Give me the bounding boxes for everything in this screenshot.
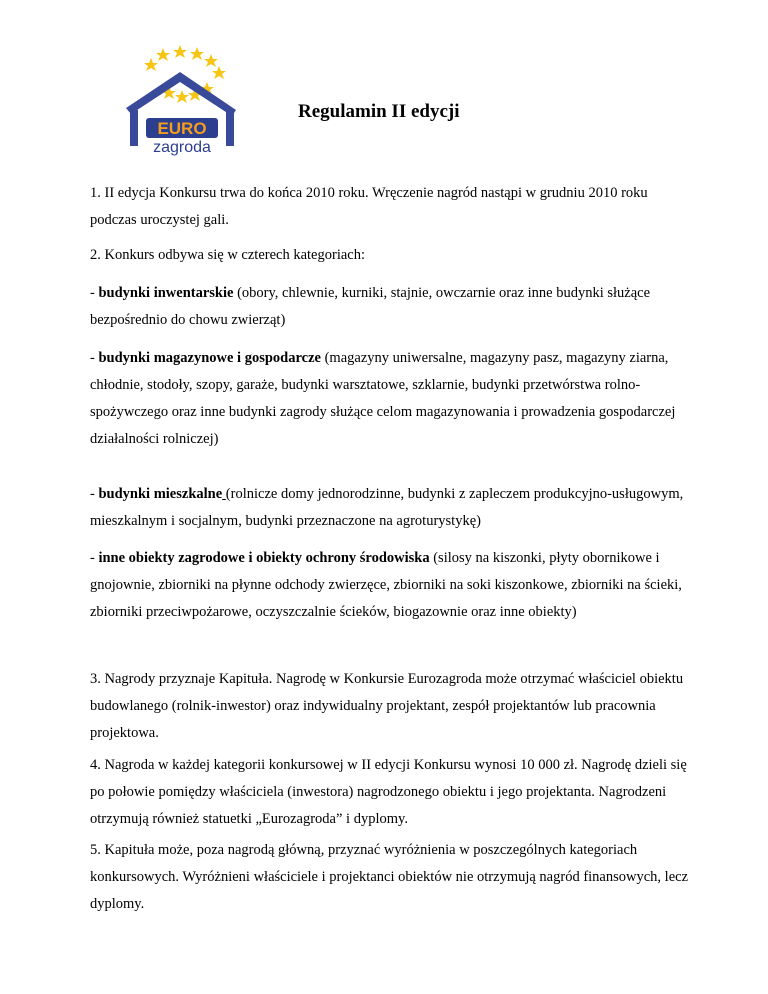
category-1-desc: (obory, chlewnie, kurniki, stajnie, owczarnie oraz inne budynki służące bezpośrednio do chowu zwierząt) (90, 285, 651, 328)
category-4-desc: (silosy na kiszonki, płyty obornikowe i gnojownie, zbiorniki na płynne odchody zwierzęce, zbiorniki na soki kiszonkowe, zbiorniki na ścieki, zbiorniki przeciwpożarowe, oczyszczalnie ścieków, biogazownie oraz inne obiekty) (90, 550, 682, 620)
logo-euro-text: EURO (157, 119, 207, 138)
category-4 (90, 545, 690, 626)
paragraph-3: 3. Nagrody przyznaje Kapituła. Nagrodę w Konkursie Eurozagroda może otrzymać właściciel obiektu budowlanego (rolnik-inwestor) oraz indywidualny projektant, zespół projektantów lub pracownia projektowa. (90, 671, 684, 741)
page-title: Regulamin II edycji (298, 101, 460, 122)
eurozagroda-logo (118, 40, 248, 158)
category-3-desc: (rolnicze domy jednorodzinne, budynki z zapleczem produkcyjno-usługowym, mieszkalnym i socjalnym, budynki przeznaczone na agroturystykę) (90, 486, 684, 529)
category-2-name: budynki magazynowe i gospodarcze (98, 350, 321, 366)
category-4-name: inne obiekty zagrodowe i obiekty ochrony środowiska (98, 550, 430, 566)
category-dash: - (90, 550, 99, 566)
category-3-name: budynki mieszkalne (98, 486, 223, 502)
paragraph-2: 2. Konkurs odbywa się w czterech kategoriach: (90, 247, 365, 263)
category-3 (90, 481, 690, 535)
category-1 (90, 280, 690, 334)
category-dash: - (90, 285, 99, 301)
paragraph-1: 1. II edycja Konkursu trwa do końca 2010 roku. Wręczenie nagród nastąpi w grudniu 2010 roku podczas uroczystej gali. (90, 185, 648, 228)
star (156, 48, 170, 61)
wall-right (226, 112, 234, 146)
category-dash: - (90, 486, 99, 502)
paragraph-5: 5. Kapituła może, poza nagrodą główną, przyznać wyróżnienia w poszczególnych kategoriach konkursowych. Wyróżnieni właściciele i projektanci obiektów nie otrzymują nagród finansowych, lecz dyplomy. (90, 842, 689, 912)
wall-left (130, 110, 138, 146)
star (190, 47, 204, 60)
logo-zagroda-text: zagroda (153, 139, 211, 156)
star (212, 66, 226, 79)
paragraph-4: 4. Nagroda w każdej kategorii konkursowej w II edycji Konkursu wynosi 10 000 zł. Nagrodę dzieli się po połowie pomiędzy właściciela (inwestora) nagrodzonego obiektu i jego projektanta. Nagrodzeni otrzymują również statuetki „Eurozagroda” i dyplomy. (90, 757, 687, 827)
category-1-name: budynki inwentarskie (98, 285, 234, 301)
star (204, 54, 218, 67)
category-2-desc: (magazyny uniwersalne, magazyny pasz, magazyny ziarna, chłodnie, stodoły, szopy, garaże, budynki warsztatowe, szklarnie, budynki przetwórstwa rolno-spożywczego oraz inne budynki zagrody służące celom magazynowania i prowadzenia gospodarczej działalności rolniczej) (90, 350, 676, 447)
star (173, 45, 187, 58)
category-2 (90, 345, 690, 453)
category-dash: - (90, 350, 99, 366)
star (175, 90, 189, 103)
star (144, 58, 158, 71)
